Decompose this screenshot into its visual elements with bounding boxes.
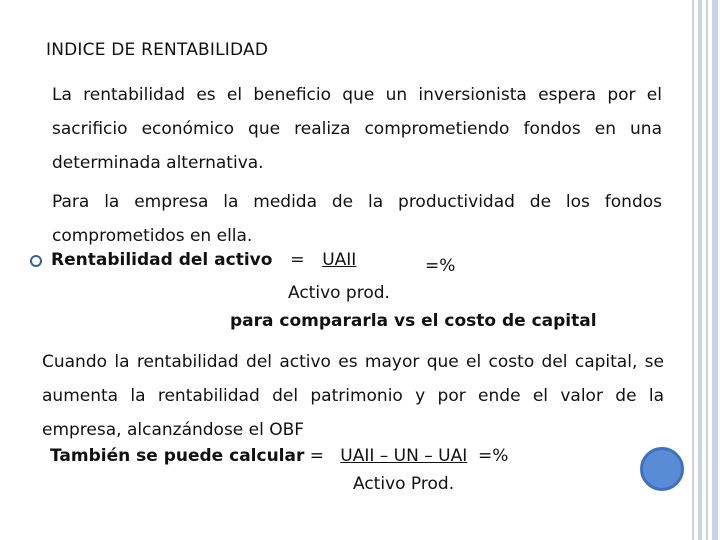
formula-alt-denominator: Activo Prod. (353, 474, 455, 494)
decorative-circle-icon (640, 447, 684, 491)
formula-asset-denominator: Activo prod. (288, 283, 390, 303)
formula-alt-numerator: UAII – UN – UAI (340, 446, 468, 466)
bullet-icon (30, 255, 42, 267)
formula-alt-eq: = (309, 446, 325, 466)
formula-alt-result: =% (478, 446, 509, 466)
formula-asset-eq: = (290, 250, 305, 270)
formula-asset-label: Rentabilidad del activo (51, 250, 273, 270)
paragraph-obf: Cuando la rentabilidad del activo es mayor que el costo del capital, se aumenta la rentabilidad del patrimonio y por ende el valor de la empresa, alcanzándose el OBF (42, 352, 664, 440)
paragraph-definition: La rentabilidad es el beneficio que un inversionista espera por el sacrificio económico que realiza comprometiendo fondos en una determinada alternativa. (52, 85, 662, 173)
formula-alt-label: También se puede calcular (50, 446, 305, 466)
decorative-right-border (686, 0, 720, 540)
paragraph-company: Para la empresa la medida de la productividad de los fondos comprometidos en ella. (52, 192, 662, 246)
formula-asset-note: para compararla vs el costo de capital (230, 311, 597, 331)
slide-title: INDICE DE RENTABILIDAD (46, 40, 269, 60)
formula-asset-result: =% (425, 256, 456, 276)
formula-alt-row (50, 446, 508, 466)
formula-asset-numerator: UAII (322, 250, 357, 270)
